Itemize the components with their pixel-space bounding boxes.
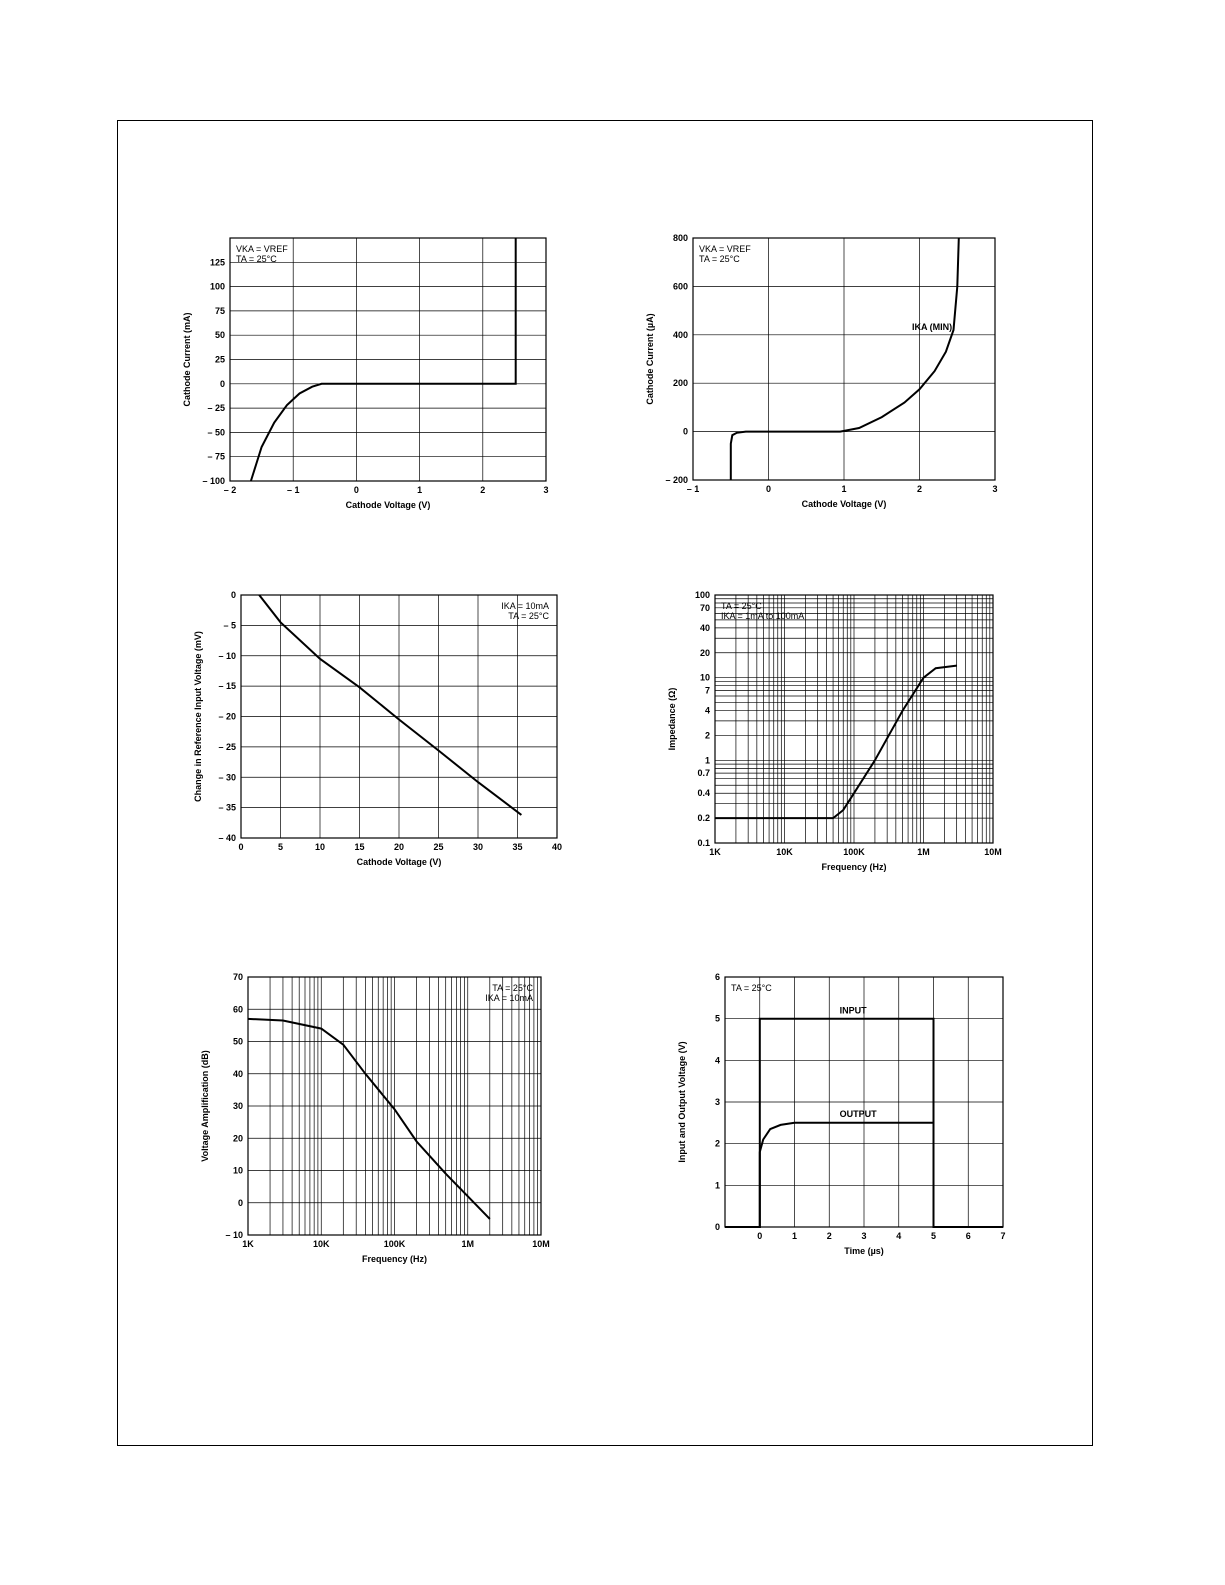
- y-tick-label: 20: [699, 647, 710, 658]
- y-tick-label: – 100: [202, 476, 225, 486]
- y-tick-label: – 35: [218, 802, 236, 813]
- y-tick-label: 400: [672, 329, 688, 340]
- y-tick-label: 7: [704, 685, 710, 696]
- y-tick-label: 0: [237, 1197, 243, 1208]
- y-tick-label: 0: [682, 426, 688, 437]
- condition-note: TA = 25°C: [236, 254, 277, 264]
- chart-input-output-voltage: [660, 965, 1010, 1265]
- y-tick-label: 0.2: [697, 813, 710, 824]
- x-tick-label: 1M: [917, 847, 930, 857]
- x-tick-label: – 1: [286, 485, 300, 495]
- x-tick-label: 40: [551, 842, 563, 852]
- condition-note: TA = 25°C: [492, 983, 533, 993]
- y-tick-label: 1: [714, 1180, 720, 1191]
- x-tick-label: 100K: [843, 847, 865, 857]
- y-axis-label: Input and Output Voltage (V): [677, 1041, 687, 1163]
- x-tick-label: 25: [433, 842, 444, 852]
- y-tick-label: 2: [704, 730, 710, 741]
- x-tick-label: – 1: [686, 484, 700, 494]
- chart-impedance: [652, 585, 1012, 880]
- y-tick-label: 0.4: [697, 788, 710, 799]
- x-tick-label: 0: [238, 842, 244, 852]
- x-tick-label: 10: [314, 842, 326, 852]
- x-tick-label: 2: [480, 485, 486, 495]
- x-tick-label: 2: [826, 1231, 832, 1241]
- y-tick-label: 10: [699, 672, 710, 683]
- y-tick-label: 0: [219, 378, 225, 389]
- chart-cathode-current-ma: [150, 228, 570, 518]
- x-tick-label: 35: [512, 842, 523, 852]
- x-tick-label: 100K: [383, 1239, 406, 1249]
- y-tick-label: 20: [232, 1133, 243, 1144]
- x-tick-label: 15: [354, 842, 365, 852]
- x-tick-label: 5: [930, 1231, 937, 1241]
- y-tick-label: – 50: [207, 427, 225, 438]
- x-axis-label: Cathode Voltage (V): [356, 857, 442, 867]
- y-tick-label: – 75: [207, 451, 225, 462]
- y-tick-label: 125: [209, 257, 225, 268]
- chart-reference-voltage-change: [178, 585, 568, 875]
- y-tick-label: – 40: [218, 833, 236, 843]
- y-tick-label: 10: [232, 1165, 243, 1176]
- condition-note: IKA = 10mA: [501, 601, 549, 611]
- y-tick-label: 5: [714, 1013, 720, 1024]
- chart-voltage-amplification: [200, 965, 565, 1265]
- x-axis-label: Cathode Voltage (V): [801, 499, 887, 509]
- x-axis-label: Frequency (Hz): [361, 1254, 428, 1264]
- y-axis-label: Change in Reference Input Voltage (mV): [193, 631, 203, 802]
- x-tick-label: 1: [841, 484, 847, 494]
- y-tick-label: 100: [209, 281, 225, 292]
- condition-note: TA = 25°C: [721, 601, 762, 611]
- y-tick-label: 3: [714, 1097, 720, 1107]
- y-tick-label: 70: [699, 602, 710, 613]
- x-axis-label: Time (µs): [844, 1246, 884, 1256]
- x-tick-label: 7: [1000, 1231, 1006, 1241]
- chart-cathode-current-ua: [630, 228, 1020, 518]
- y-tick-label: 0.1: [697, 838, 710, 848]
- y-axis-label: Voltage Amplification (dB): [200, 1050, 210, 1162]
- y-tick-label: 60: [232, 1004, 243, 1015]
- y-tick-label: 0: [714, 1222, 720, 1232]
- x-tick-label: 10K: [776, 847, 793, 857]
- x-tick-label: 30: [472, 842, 484, 852]
- x-tick-label: 4: [896, 1231, 902, 1241]
- y-tick-label: – 25: [218, 741, 236, 752]
- series-label: OUTPUT: [839, 1108, 877, 1119]
- x-tick-label: 10K: [312, 1239, 330, 1249]
- x-tick-label: 1: [791, 1231, 798, 1241]
- y-tick-label: 600: [672, 281, 688, 292]
- x-tick-label: 20: [393, 842, 405, 852]
- x-tick-label: 0: [353, 485, 359, 495]
- x-tick-label: 3: [861, 1231, 867, 1241]
- x-axis-label: Frequency (Hz): [821, 862, 887, 872]
- y-tick-label: – 15: [218, 681, 236, 692]
- x-tick-label: 0: [757, 1231, 763, 1241]
- condition-note: TA = 25°C: [731, 983, 772, 993]
- condition-note: VKA = VREF: [236, 244, 288, 254]
- y-tick-label: 50: [214, 330, 225, 341]
- y-tick-label: – 5: [223, 620, 236, 631]
- y-tick-label: 4: [714, 1055, 720, 1066]
- y-tick-label: 0.7: [697, 768, 710, 779]
- x-tick-label: 1K: [709, 847, 721, 857]
- x-tick-label: 10M: [532, 1239, 550, 1249]
- x-tick-label: 3: [543, 485, 549, 495]
- y-tick-label: 70: [232, 972, 243, 982]
- x-tick-label: 0: [765, 484, 772, 494]
- y-axis-label: Impedance (Ω): [667, 687, 677, 751]
- x-tick-label: 1: [417, 485, 423, 495]
- y-axis-label: Cathode Current (µA): [645, 313, 655, 405]
- y-tick-label: – 10: [225, 1230, 243, 1240]
- y-tick-label: – 20: [218, 711, 236, 722]
- condition-note: VKA = VREF: [699, 244, 751, 254]
- y-tick-label: 200: [672, 378, 688, 389]
- y-tick-label: 0: [230, 590, 236, 600]
- y-tick-label: 100: [694, 590, 710, 600]
- x-tick-label: 1M: [461, 1239, 475, 1249]
- y-tick-label: 40: [232, 1068, 243, 1079]
- y-tick-label: – 10: [218, 650, 236, 661]
- x-tick-label: 10M: [984, 847, 1002, 857]
- y-tick-label: 6: [714, 972, 720, 982]
- y-tick-label: 1: [704, 755, 710, 766]
- x-tick-label: 2: [916, 484, 923, 494]
- y-tick-label: – 25: [207, 403, 225, 414]
- y-tick-label: – 30: [218, 772, 236, 783]
- condition-note: IKA = 10mA: [485, 993, 533, 1003]
- condition-note: TA = 25°C: [699, 254, 740, 264]
- y-tick-label: 40: [699, 622, 710, 633]
- y-tick-label: – 200: [665, 475, 688, 485]
- x-tick-label: 3: [992, 484, 998, 494]
- condition-note: IKA = 1mA to 100mA: [721, 611, 805, 621]
- x-tick-label: 6: [965, 1231, 971, 1241]
- y-tick-label: 800: [672, 233, 688, 243]
- x-tick-label: 1K: [242, 1239, 254, 1249]
- x-axis-label: Cathode Voltage (V): [345, 500, 431, 510]
- y-tick-label: 30: [232, 1101, 243, 1111]
- y-axis-label: Cathode Current (mA): [182, 312, 192, 407]
- x-tick-label: – 2: [223, 485, 237, 495]
- y-tick-label: 4: [704, 705, 710, 716]
- y-tick-label: 2: [714, 1138, 720, 1149]
- y-tick-label: 50: [232, 1036, 243, 1047]
- y-tick-label: 75: [214, 305, 225, 316]
- series-label: INPUT: [839, 1005, 867, 1016]
- condition-note: TA = 25°C: [508, 611, 549, 621]
- curve-annotation: IKA (MIN): [911, 321, 953, 332]
- x-tick-label: 5: [277, 842, 284, 852]
- y-tick-label: 25: [214, 354, 225, 365]
